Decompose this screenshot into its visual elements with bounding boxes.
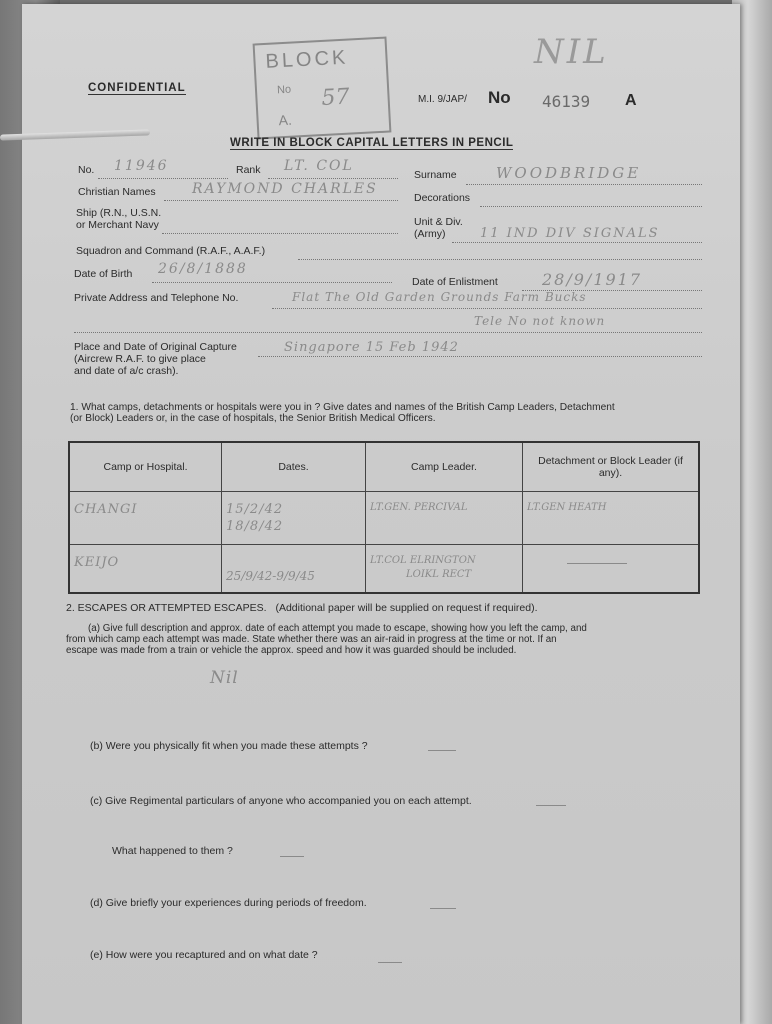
- question-2e-dash: [378, 962, 402, 963]
- camp-value: KEIJO: [74, 554, 120, 570]
- detachment-dash: [567, 563, 627, 564]
- question-2-note: (Additional paper will be supplied on request if required).: [275, 602, 538, 614]
- enlistment-label: Date of Enlistment: [412, 276, 498, 288]
- camp-cell: [69, 492, 222, 545]
- christian-names-label: Christian Names: [78, 186, 156, 198]
- dob-value: 26/8/1888: [158, 261, 248, 277]
- dob-rule: [152, 282, 392, 283]
- capture-label-2: (Aircrew R.A.F. to give place: [74, 353, 206, 365]
- address-rule-2: [74, 332, 702, 333]
- dates-header: Dates.: [222, 442, 366, 492]
- block-stamp: [253, 37, 392, 140]
- question-2c: (c) Give Regimental particulars of anyone who accompanied you on each attempt.: [90, 795, 472, 807]
- question-2a-line-2: from which camp each attempt was made. State whether there was an air-raid in progress at the time or not. If an: [66, 634, 557, 645]
- squadron-label: Squadron and Command (R.A.F., A.A.F.): [76, 245, 266, 257]
- christian-names-rule: [164, 200, 398, 201]
- detachment-cell: [523, 492, 700, 545]
- stamp-line-block: BLOCK: [264, 46, 349, 73]
- capture-label-1: Place and Date of Original Capture: [74, 341, 237, 353]
- dates-value-2: 18/8/42: [226, 519, 284, 534]
- question-2a-answer: Nil: [210, 668, 239, 688]
- camp-table: [68, 441, 700, 594]
- enlistment-value: 28/9/1917: [542, 270, 643, 289]
- capture-label-3: and date of a/c crash).: [74, 365, 179, 377]
- detachment-value: LT.GEN HEATH: [527, 502, 607, 513]
- decorations-label: Decorations: [414, 192, 471, 204]
- address-rule-1: [272, 308, 702, 309]
- instruction-heading: WRITE IN BLOCK CAPITAL LETTERS IN PENCIL: [230, 137, 514, 149]
- address-value-2: Tele No not known: [474, 314, 606, 328]
- number-symbol: No: [488, 88, 511, 107]
- question-2d: (d) Give briefly your experiences during periods of freedom.: [90, 897, 367, 909]
- confidential-label: CONFIDENTIAL: [88, 82, 186, 94]
- question-2d-dash: [430, 908, 456, 909]
- detachment-cell: [523, 544, 700, 593]
- address-value-1: Flat The Old Garden Grounds Farm Bucks: [292, 290, 587, 304]
- surname-rule: [466, 184, 702, 185]
- leader-value: LT.COL ELRINGTON: [370, 554, 476, 566]
- annotation-nil: NIL: [534, 32, 609, 72]
- unit-label-2: (Army): [414, 228, 446, 240]
- question-1-line-2: (or Block) Leaders or, in the case of hospitals, the Senior British Medical Officers.: [70, 413, 436, 424]
- dob-label: Date of Birth: [74, 268, 133, 280]
- dates-cell: [222, 544, 366, 593]
- question-2c-followup-dash: [280, 856, 304, 857]
- camp-header: Camp or Hospital.: [69, 442, 222, 492]
- question-2b-dash: [428, 750, 456, 751]
- capture-value: Singapore 15 Feb 1942: [284, 340, 459, 355]
- no-rule: [98, 178, 228, 179]
- camp-cell: [69, 544, 222, 593]
- dates-cell: [222, 492, 366, 545]
- squadron-rule: [298, 259, 702, 260]
- question-1-line-1: 1. What camps, detachments or hospitals were you in ? Give dates and names of the British Camp Leaders, Detachment: [70, 402, 615, 413]
- form-page: [22, 4, 740, 1024]
- capture-rule: [258, 356, 702, 357]
- unit-label-1: Unit & Div.: [414, 216, 463, 228]
- stamp-line-number: 57: [320, 84, 351, 112]
- christian-names-value: RAYMOND CHARLES: [192, 181, 378, 197]
- surname-label: Surname: [414, 169, 457, 181]
- detachment-header: Detachment or Block Leader (if any).: [523, 442, 700, 492]
- form-code: M.I. 9/JAP/: [418, 94, 467, 105]
- question-2c-dash: [536, 805, 566, 806]
- stamp-line-a: A.: [278, 111, 293, 129]
- camp-value: CHANGI: [74, 502, 138, 517]
- no-value: 11946: [114, 158, 169, 174]
- table-row: [69, 492, 699, 545]
- leader-header: Camp Leader.: [366, 442, 523, 492]
- camp-table-header-row: [69, 442, 699, 492]
- ship-rule: [162, 233, 398, 234]
- form-number: 46139: [542, 92, 591, 111]
- question-2e: (e) How were you recaptured and on what date ?: [90, 949, 318, 961]
- dates-value-1: 15/2/42: [226, 502, 284, 517]
- unit-value: 11 IND DIV SIGNALS: [480, 226, 660, 241]
- ship-label-1: Ship (R.N., U.S.N.: [76, 207, 162, 219]
- rank-rule: [268, 178, 398, 179]
- table-row: [69, 544, 699, 593]
- address-label: Private Address and Telephone No.: [74, 292, 239, 304]
- question-2c-followup: What happened to them ?: [112, 845, 233, 857]
- rank-label: Rank: [236, 164, 261, 176]
- leader-cell: [366, 544, 523, 593]
- form-suffix: A: [625, 92, 637, 109]
- dates-value-1: 25/9/42-9/9/45: [226, 568, 315, 583]
- question-2a-line-1: (a) Give full description and approx. date of each attempt you made to escape, showing how you left the camp, and: [88, 623, 587, 634]
- decorations-rule: [480, 206, 702, 207]
- ship-label-2: or Merchant Navy: [76, 219, 159, 231]
- leader-value: LT.GEN. PERCIVAL: [370, 502, 468, 513]
- stamp-line-no: No: [276, 83, 292, 97]
- unit-rule: [452, 242, 702, 243]
- question-2-title: [66, 602, 538, 614]
- surname-value: WOODBRIDGE: [496, 164, 642, 182]
- question-2b: (b) Were you physically fit when you made these attempts ?: [90, 740, 368, 752]
- leader-value-2: LOIKL RECT: [406, 568, 472, 580]
- leader-cell: [366, 492, 523, 545]
- question-2-title-text: 2. ESCAPES OR ATTEMPTED ESCAPES.: [66, 602, 267, 614]
- question-2a-line-3: escape was made from a train or vehicle the approx. speed and how it was guarded should be included.: [66, 645, 517, 656]
- no-label: No.: [78, 164, 95, 176]
- rank-value: LT. COL: [284, 158, 354, 174]
